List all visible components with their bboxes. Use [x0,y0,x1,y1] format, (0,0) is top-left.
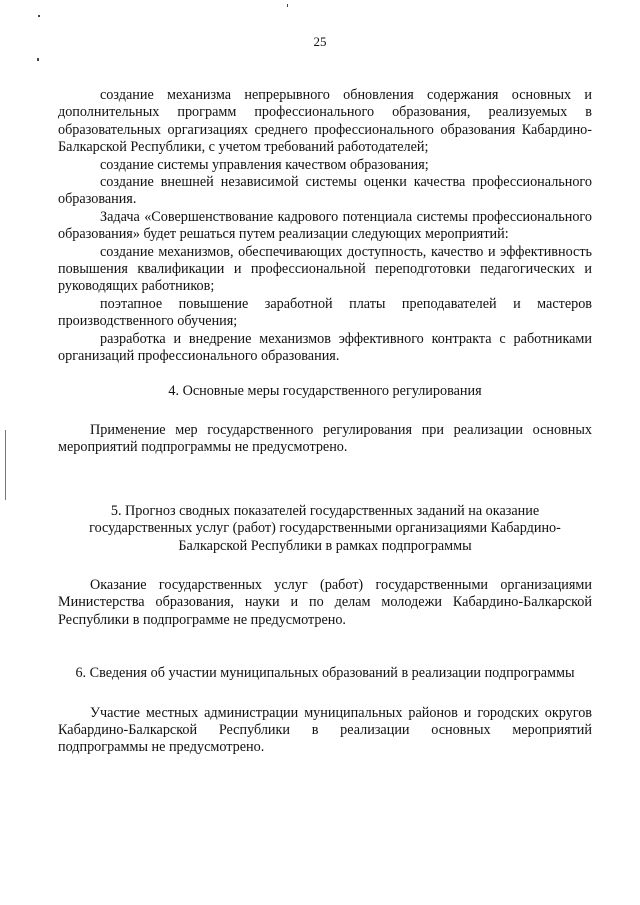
paragraph: создание механизмов, обеспечивающих доступность, качество и эффективность повышения квалификации и профессиональной переподготовки педагогических и руководящих работников; [58,243,592,295]
scan-mark [38,15,40,17]
section-heading: 6. Сведения об участии муниципальных образований в реализации подпрограммы [75,665,575,682]
paragraph: создание внешней независимой системы оценки качества профессионального образования. [58,174,592,208]
document-body [58,87,592,757]
paragraph: разработка и внедрение механизмов эффективного контракта с работниками организаций профессионального образования. [58,330,592,365]
paragraph: поэтапное повышение заработной платы преподавателей и мастеров производственного обучения; [58,295,592,330]
scan-edge-mark [5,430,6,500]
scan-mark [37,58,39,61]
section-heading: 5. Прогноз сводных показателей государственных заданий на оказание государственных услуг (работ) государственными организациями Кабардино-Балкарской Республики в рамках подпрограммы [89,502,561,554]
paragraph: Применение мер государственного регулирования при реализации основных мероприятий подпрограммы не предусмотрено. [58,421,592,456]
section-heading: 4. Основные меры государственного регулирования [168,382,482,399]
paragraph: создание системы управления качеством образования; [100,156,429,173]
paragraph: Участие местных администрации муниципальных районов и городских округов Кабардино-Балкарской Республики в реализации основных мероприятий подпрограммы не предусмотрено. [58,704,592,756]
scan-mark [287,4,288,7]
paragraph: Оказание государственных услуг (работ) государственными организациями Министерства образования, науки и по делам молодежи Кабардино-Балкарской Республики в подпрограмме не предусмотрено. [58,576,592,628]
paragraph: Задача «Совершенствование кадрового потенциала системы профессионального образования» будет решаться путем реализации следующих мероприятий: [58,208,592,243]
paragraph: создание механизма непрерывного обновления содержания основных и дополнительных программ профессионального образования, реализуемых в образовательных оргагизациях среднего профессионального образования Кабардино-Балкарской Республики, с учетом требований работодателей; [58,87,592,156]
page-number: 25 [313,34,327,49]
